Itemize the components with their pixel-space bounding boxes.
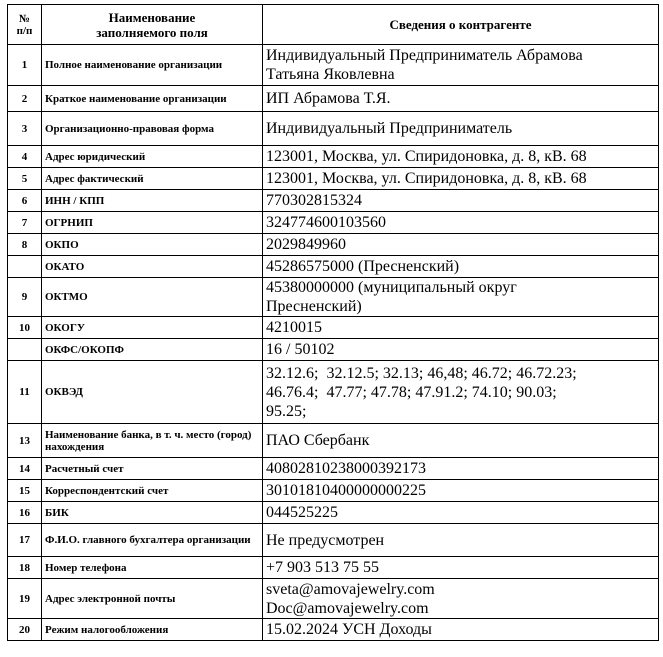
row-number: 1 <box>8 45 42 86</box>
field-value <box>263 86 659 112</box>
row-number <box>8 256 42 278</box>
table-row <box>8 168 659 190</box>
field-name: ОКВЭД <box>42 361 263 424</box>
value-line: 32.12.6; 32.12.5; 32.13; 46,48; 46.72; 46.72.23; <box>266 364 577 382</box>
table-row <box>8 112 659 146</box>
field-value <box>263 234 659 256</box>
row-number: 13 <box>8 424 42 458</box>
table-row <box>8 361 659 424</box>
field-name: БИК <box>42 502 263 524</box>
field-name: ОКАТО <box>42 256 263 278</box>
value-line: 324774600103560 <box>266 214 386 231</box>
table-row <box>8 45 659 86</box>
value-line: 95.25; <box>266 402 307 420</box>
value-line: Не предусмотрен <box>266 531 385 549</box>
table-row <box>8 524 659 557</box>
value-line: Пресненский) <box>266 298 362 315</box>
field-name: Адрес фактический <box>42 168 263 190</box>
row-number: 16 <box>8 502 42 524</box>
field-value <box>263 112 659 146</box>
field-value <box>263 524 659 557</box>
table-row <box>8 619 659 641</box>
table-row <box>8 278 659 317</box>
field-value <box>263 146 659 168</box>
row-number <box>8 339 42 361</box>
value-line: 044525225 <box>266 504 338 521</box>
value-line: +7 903 513 75 55 <box>266 559 380 576</box>
value-line: 45380000000 (муниципальный округ <box>266 279 517 296</box>
field-value <box>263 278 659 317</box>
value-line: 45286575000 (Пресненский) <box>266 258 460 275</box>
field-value <box>263 458 659 480</box>
value-line: 40802810238000392173 <box>266 460 426 477</box>
row-number: 4 <box>8 146 42 168</box>
field-value <box>263 619 659 641</box>
row-number: 7 <box>8 212 42 234</box>
field-value <box>263 317 659 339</box>
table-body <box>8 45 659 641</box>
value-line: 2029849960 <box>266 236 346 253</box>
table-row <box>8 234 659 256</box>
value-line: 770302815324 <box>266 192 362 209</box>
row-number: 5 <box>8 168 42 190</box>
value-line: Doc@amovajewelry.com <box>266 599 429 617</box>
value-line: 123001, Москва, ул. Спиридоновка, д. 8, кВ. 68 <box>266 148 587 165</box>
field-name: Наименование банка, в т. ч. место (город) нахождения <box>42 424 263 458</box>
table-row <box>8 579 659 619</box>
field-value <box>263 361 659 424</box>
field-name: Адрес электронной почты <box>42 579 263 619</box>
row-number: 2 <box>8 86 42 112</box>
value-line: 123001, Москва, ул. Спиридоновка, д. 8, кВ. 68 <box>266 170 587 187</box>
row-number: 18 <box>8 557 42 579</box>
row-number: 17 <box>8 524 42 557</box>
value-line: 4210015 <box>266 319 322 336</box>
field-value <box>263 212 659 234</box>
value-line: Индивидуальный Предприниматель Абрамова <box>266 47 583 64</box>
header-field-name: Наименование заполняемого поля <box>42 5 263 45</box>
field-name: Номер телефона <box>42 557 263 579</box>
field-name: Краткое наименование организации <box>42 86 263 112</box>
value-line: sveta@amovajewelry.com <box>266 580 435 598</box>
row-number: 10 <box>8 317 42 339</box>
field-name: Расчетный счет <box>42 458 263 480</box>
field-value <box>263 480 659 502</box>
row-number: 11 <box>8 361 42 424</box>
table-row <box>8 424 659 458</box>
value-line: ПАО Сбербанк <box>266 432 370 449</box>
row-number: 20 <box>8 619 42 641</box>
field-name: Организационно-правовая форма <box>42 112 263 146</box>
table-row <box>8 557 659 579</box>
field-name: ОКОГУ <box>42 317 263 339</box>
row-number: 8 <box>8 234 42 256</box>
field-value <box>263 168 659 190</box>
field-name: ОКТМО <box>42 278 263 317</box>
field-value <box>263 579 659 619</box>
table-row <box>8 146 659 168</box>
table-row <box>8 212 659 234</box>
field-value <box>263 424 659 458</box>
row-number: 14 <box>8 458 42 480</box>
field-name: Корреспондентский счет <box>42 480 263 502</box>
counterparty-info-table <box>7 4 659 641</box>
field-name: ИНН / КПП <box>42 190 263 212</box>
field-value <box>263 256 659 278</box>
row-number: 9 <box>8 278 42 317</box>
row-number: 19 <box>8 579 42 619</box>
field-value <box>263 190 659 212</box>
value-line: Индивидуальный Предприниматель <box>266 120 513 137</box>
table-row <box>8 502 659 524</box>
field-name: Полное наименование организации <box>42 45 263 86</box>
field-name: ОКПО <box>42 234 263 256</box>
field-name: ОГРНИП <box>42 212 263 234</box>
table-row <box>8 317 659 339</box>
table-row <box>8 458 659 480</box>
value-line: 15.02.2024 УСН Доходы <box>266 621 432 638</box>
field-value <box>263 557 659 579</box>
value-line: ИП Абрамова Т.Я. <box>266 90 391 107</box>
field-name: Ф.И.О. главного бухгалтера организации <box>42 524 263 557</box>
table-row <box>8 256 659 278</box>
header-number: № п/п <box>8 5 42 45</box>
table-row <box>8 190 659 212</box>
row-number: 6 <box>8 190 42 212</box>
value-line: 46.76.4; 47.77; 47.78; 47.91.2; 74.10; 90.03; <box>266 383 557 401</box>
field-value <box>263 502 659 524</box>
header-row <box>8 5 659 45</box>
value-line: Татьяна Яковлевна <box>266 66 395 83</box>
field-value <box>263 45 659 86</box>
table-row <box>8 339 659 361</box>
field-name: Режим налогообложения <box>42 619 263 641</box>
table-row <box>8 86 659 112</box>
value-line: 16 / 50102 <box>266 341 335 358</box>
table-row <box>8 480 659 502</box>
field-value <box>263 339 659 361</box>
row-number: 3 <box>8 112 42 146</box>
value-line: 30101810400000000225 <box>266 482 426 499</box>
field-name: Адрес юридический <box>42 146 263 168</box>
header-counterparty-info: Сведения о контрагенте <box>263 5 659 45</box>
row-number: 15 <box>8 480 42 502</box>
field-name: ОКФС/ОКОПФ <box>42 339 263 361</box>
